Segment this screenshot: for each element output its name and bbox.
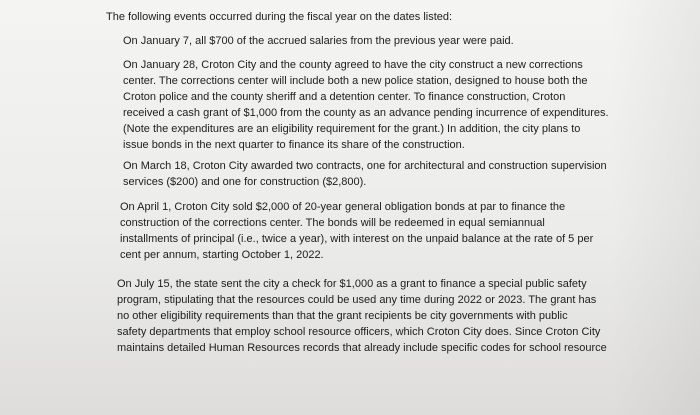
paragraph-july-15 (117, 276, 607, 356)
page-shadow (610, 0, 700, 415)
paragraph-march-18 (123, 158, 607, 190)
text-line: received a cash grant of $1,000 from the county as an advance pending incurrence of expenditures. (123, 107, 609, 119)
text-line: center. The corrections center will include both a new police station, designed to house both the (123, 75, 588, 87)
text-line: Croton police and the county sheriff and a detention center. To finance construction, Croton (123, 91, 566, 103)
text-line: On January 7, all $700 of the accrued salaries from the previous year were paid. (123, 35, 514, 47)
text-line: construction of the corrections center. The bonds will be redeemed in equal semiannual (120, 217, 545, 229)
text-line: issue bonds in the next quarter to finance its share of the construction. (123, 139, 465, 151)
paragraph-january-28 (123, 57, 609, 153)
intro-text: The following events occurred during the fiscal year on the dates listed: (106, 11, 453, 23)
text-line: On March 18, Croton City awarded two contracts, one for architectural and construction supervision (123, 160, 607, 172)
text-line: On April 1, Croton City sold $2,000 of 20-year general obligation bonds at par to finance the (120, 201, 566, 213)
text-line: maintains detailed Human Resources records that already include specific codes for school resource (117, 342, 607, 354)
text-line: services ($200) and one for construction ($2,800). (123, 176, 367, 188)
text-line: cent per annum, starting October 1, 2022. (120, 249, 324, 261)
text-line: no other eligibility requirements than that the grant recipients be city governments with public (117, 310, 568, 322)
text-line: program, stipulating that the resources could be used any time during 2022 or 2023. The grant has (117, 294, 597, 306)
text-line: On January 28, Croton City and the county agreed to have the city construct a new corrections (123, 59, 583, 71)
text-line: installments of principal (i.e., twice a year), with interest on the unpaid balance at the rate of 5 per (120, 233, 594, 245)
paragraph-january-7 (123, 33, 514, 49)
text-line: (Note the expenditures are an eligibility requirement for the grant.) In addition, the city plans to (123, 123, 581, 135)
text-line: safety departments that employ school resource officers, which Croton City does. Since Croton City (117, 326, 601, 338)
text-line: On July 15, the state sent the city a check for $1,000 as a grant to finance a special public safety (117, 278, 587, 290)
paragraph-april-1 (120, 199, 593, 263)
